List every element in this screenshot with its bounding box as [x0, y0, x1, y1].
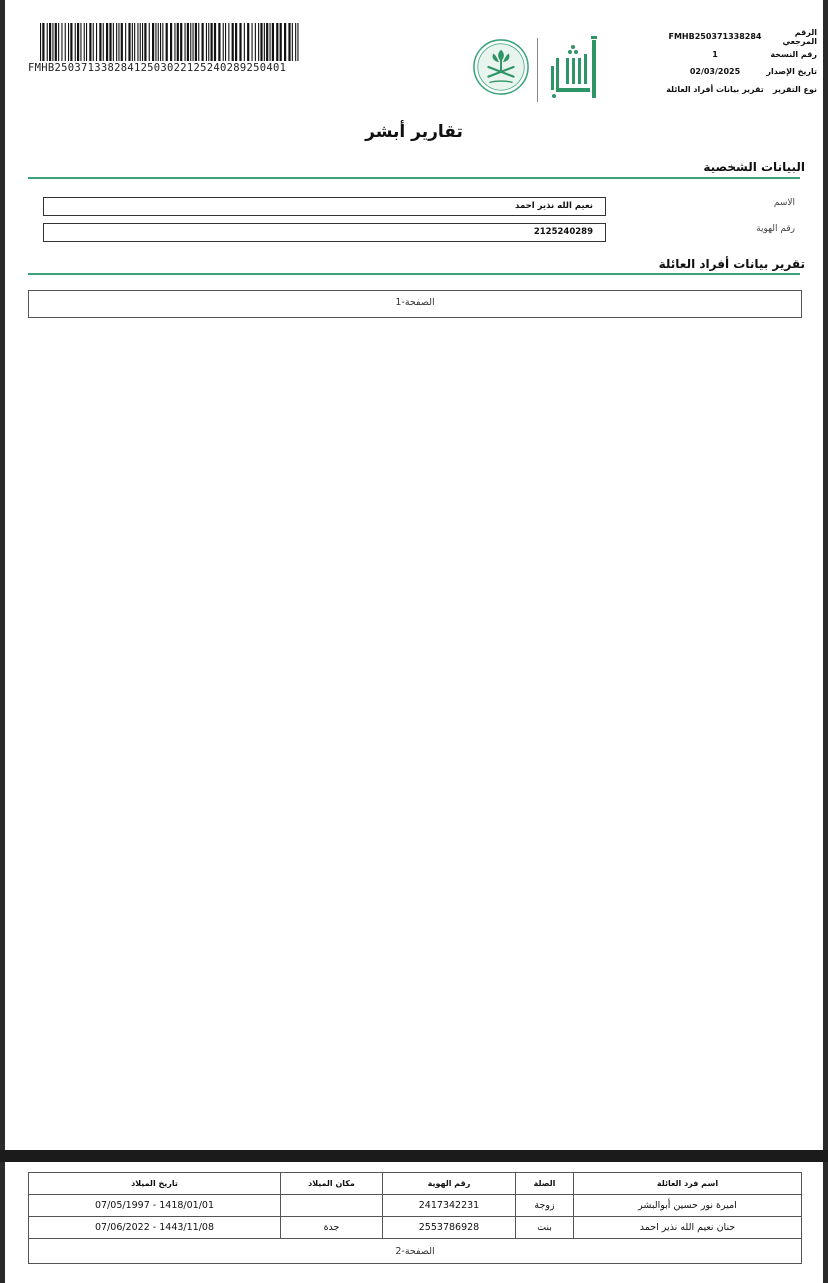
barcode-image [38, 23, 300, 61]
column-header: اسم فرد العائلة [574, 1173, 802, 1195]
member-birthdate: 1418/01/01 - 07/05/1997 [29, 1195, 281, 1217]
family-members-table [28, 1172, 802, 1264]
column-header: تاريخ الميلاد [29, 1173, 281, 1195]
meta-label: تاريخ الإصدار [766, 67, 817, 77]
section-divider [28, 273, 800, 275]
meta-value: 02/03/2025 [689, 67, 741, 77]
page-number-cell: الصفحة-2 [29, 1239, 802, 1264]
meta-row-report-type [665, 81, 817, 99]
meta-row-copy [665, 46, 817, 64]
column-header: الصلة [516, 1173, 574, 1195]
saudi-emblem-icon [472, 38, 530, 96]
personal-section-title: البيانات الشخصية [703, 160, 805, 174]
report-page-2 [5, 1162, 823, 1283]
table-header-row [29, 1173, 802, 1195]
meta-label: رقم النسخة [770, 49, 817, 59]
member-name: اميرة نور حسين أبوالبشر [574, 1195, 802, 1217]
meta-row-issue-date [665, 63, 817, 81]
name-field: نعيم الله نذير احمد [43, 197, 606, 216]
id-label: رقم الهوية [756, 224, 795, 234]
column-header: مكان الميلاد [281, 1173, 383, 1195]
report-meta [665, 28, 817, 98]
report-page-1 [5, 0, 823, 1150]
table-footer-row [29, 1239, 802, 1264]
meta-value: تقرير بيانات أفراد العائلة [666, 84, 764, 94]
page-number-box: الصفحة-1 [28, 290, 802, 318]
meta-label: الرقم المرجعي [782, 27, 817, 46]
member-birthplace: جدة [281, 1217, 383, 1239]
member-relation: بنت [516, 1217, 574, 1239]
name-label: الاسم [773, 198, 795, 208]
member-id: 2553786928 [383, 1217, 516, 1239]
member-name: حنان نعيم الله نذير احمد [574, 1217, 802, 1239]
meta-label: نوع التقرير [773, 84, 817, 94]
column-header: رقم الهوية [383, 1173, 516, 1195]
meta-value: 1 [712, 49, 718, 59]
table-row [29, 1217, 802, 1239]
member-birthplace [281, 1195, 383, 1217]
barcode-number: FMHB25037133828412503022125240289250401 [28, 62, 287, 74]
id-field: 2125240289 [43, 223, 606, 242]
absher-logo-icon [548, 36, 600, 102]
family-section-title: تقرير بيانات أفراد العائلة [658, 257, 805, 271]
member-id: 2417342231 [383, 1195, 516, 1217]
table-row [29, 1195, 802, 1217]
meta-row-reference [665, 28, 817, 46]
report-title: تقارير أبشر [365, 122, 463, 142]
member-birthdate: 1443/11/08 - 07/06/2022 [29, 1217, 281, 1239]
meta-value: FMHB250371338284 [668, 32, 762, 42]
logo-divider [537, 38, 538, 102]
page-separator [0, 1150, 828, 1162]
member-relation: زوجة [516, 1195, 574, 1217]
section-divider [28, 177, 800, 179]
